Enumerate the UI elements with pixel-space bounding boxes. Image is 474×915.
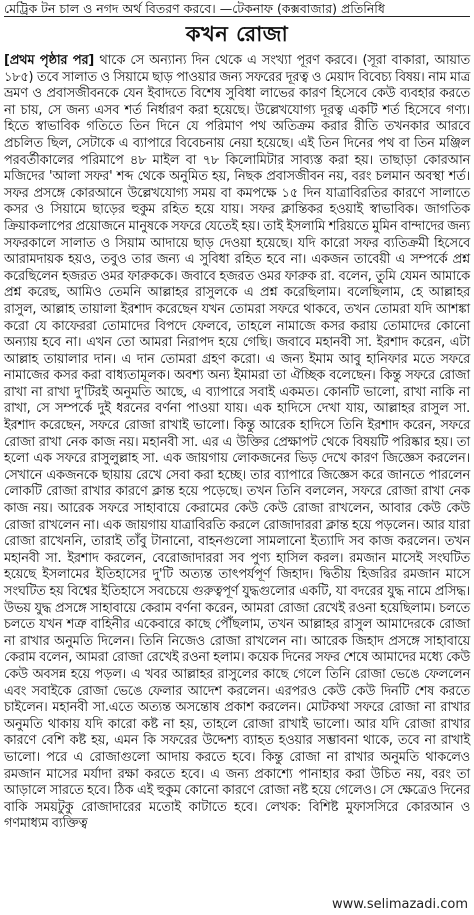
article-headline: কখন রোজা: [185, 22, 289, 46]
article-text: থাকে সে অন্যান্য দিন থেকে এ সংখ্যা পূরণ করবে। (সূরা বাকারা, আয়াত ১৮৫) তবে সালাত ও সিয়ামে ছাড় পাওয়ার জন্য সফরের দূরত্ব ও মেয়াদ বিবেচ্য বিষয়। নাম মাত্র ভ্রমণ ও প্রবাসজীবনকে যেন ইবাদতে বিশেষ সুবিধা লাভের কারণ হিসেবে কেউ ব্যবহার করতে না চায়, সে জন্য এসব শর্ত নির্ধারণ করা হয়েছে। উল্লেখযোগ্য দূরত্ব একটি শর্ত হিসেবে গণ্য। হিতে স্বাভাবিক গতিতে তিন দিনে যে পরিমাণ পথ অতিক্রম করার রীতি তখনকার আরবে প্রচলিত ছিল, সেটাকে এ ব্যাপারে বিবেচনায় নেয়া হয়েছে। এই তিন দিনের পথ বা তিন মঞ্জিল পরবর্তীকালের পরিমাপে ৪৮ মাইল বা ৭৮ কিলোমিটার সাব্যস্ত করা হয়। তাছাড়া কোরআন মজিদের 'আলা সফর' শব্দ থেকে অনুমিত হয়, নিছক প্রবাসজীবন নয়, বরং চলমান অবস্থা শর্ত। সফর প্রসঙ্গে কোরআনে উল্লেখযোগ্য সময় বা কমপক্ষে ১৫ দিন যাত্রাবিরতির কারণে সালাতে কসর ও সিয়ামে ছাড়ের হুকুম রহিত হয়ে যায়। সফর ক্লান্তিকর হওয়াই স্বাভাবিক। জাগতিক ক্রিয়াকলাপের প্রয়োজনে মানুষকে সফরে যেতেই হয়। তাই ইসলামি শরিয়তে মুমিন বান্দাদের জন্য সফরকালে সালাত ও সিয়াম আদায়ে ছাড় দেওয়া হয়েছে। যদি কারো সফর ব্যতিক্রমী হিসেবে আরামদায়ক হয়ও, তবুও তার জন্য এ সুবিধা রহিত হবে না। একজন তাবেয়ী এ সম্পর্কে প্রশ্ন করেছিলেন হজরত ওমর ফারুককে। জবাবে হজরত ওমর ফারুক রা. বলেন, তুমি যেমন আমাকে প্রশ্ন করেছ, আমিও তেমনি আল্লাহর রাসুলকে এ প্রশ্ন করেছিলাম। বলেছিলাম, হে আল্লাহর রাসুল, আল্লাহ তায়ালা ইরশাদ করেছেন যখন তোমরা সফরে থাকবে, তখন তোমরা যদি আশঙ্কা করো যে কাফেররা তোমাদের বিপদে ফেলবে, তাহলে নামাজে কসর করায় তোমাদের কোনো অন্যায় হবে না। এখন তো আমরা নিরাপদ হয়ে গেছি। জবাবে মহানবী সা. ইরশাদ করেন, এটা আল্লাহ তায়ালার দান। এ দান তোমরা গ্রহণ করো। এ জন্য ইমাম আবু হানিফার মতে সফরে নামাজের কসর করা বাধ্যতামূলক। অবশ্য অন্য ইমামরা তা ঐচ্ছিক বলেছেন। কিন্তু সফরে রোজা রাখা না রাখা দু'টিরই অনুমতি আছে, এ ব্যাপারে সবাই একমত। কোনটি ভালো, রাখা নাকি না রাখা, সে সম্পর্কে দুই ধরনের বর্ণনা পাওয়া যায়। এক হাদিসে দেখা যায়, আল্লাহর রাসুল সা. ইরশাদ করেছেন, সফরে রোজা রাখাই ভালো। কিন্তু আরেক হাদিসে তিনি ইরশাদ করেন, সফরে রোজা রাখা নেক কাজ নয়। মহানবী সা. এর এ উক্তির প্রেক্ষাপট থেকে বিষয়টি পরিষ্কার হয়। তা হলো এক সফরে রাসুলুল্লাহ সা. এক জায়গায় লোকজনের ভিড় দেখে কারণ জিজ্ঞেস করলেন। সেখানে একজনকে ছায়ায় রেখে সেবা করা হচ্ছে। তার ব্যাপারে জিজ্ঞেস করে জানতে পারলেন লোকটি রোজা রাখার কারণে ক্লান্ত হয়ে পড়েছে। তখন তিনি বললেন, সফরে রোজা রাখা নেক কাজ নয়। আরেক সফরে সাহাবায়ে কেরামের কেউ কেউ রোজা রাখলেন, আবার কেউ কেউ রোজা রাখলেন না। এক জায়গায় যাত্রাবিরতি করলে রোজাদাররা ক্লান্ত হয়ে পড়লেন। আর যারা রোজা রাখেননি, তারাই তাঁবু টানানো, বাহনগুলো সামলানো ইত্যাদি সব কাজ করলেন। তখন মহানবী সা. ইরশাদ করলেন, বেরোজাদাররা সব পুণ্য হাসিল করল। রমজান মাসেই সংঘটিত হয়েছে ইসলামের ইতিহাসের দু'টি অত্যন্ত তাৎপর্যপূর্ণ জিহাদ। দ্বিতীয় হিজরির রমজান মাসে সংঘটিত হয় বিশ্বের ইতিহাসে সবচেয়ে গুরুত্বপূর্ণ যুদ্ধগুলোর একটি, যা বদরের যুদ্ধ নামে প্রসিদ্ধ। উভয় যুদ্ধ প্রসঙ্গে সাহাবায়ে কেরাম বর্ণনা করেন, আমরা রোজা রেখেই রওনা হয়েছিলাম। চলতে চলতে যখন শত্রু বাহিনীর একেবারে কাছে পৌঁছলাম, তখন আল্লাহর রাসুল আমাদেরকে রোজা না রাখার অনুমতি দিলেন। তিনি নিজেও রোজা রাখলেন না। আরেক জিহাদ প্রসঙ্গে সাহাবায়ে কেরাম বলেন, আমরা রোজা রেখেই রওনা হলাম। কয়েক দিনের সফর শেষে আমাদের মধ্যে কেউ কেউ অবসন্ন হয়ে পড়ল। এ খবর আল্লাহর রাসুলের কাছে গেলে তিনি রোজা ভেঙে ফেললেন এবং সবাইকে রোজা ভেঙে ফেলার আদেশ করলেন। এরপরও কেউ কেউ দিনটি শেষ করতে চাইলেন। মহানবী সা.এতে অত্যন্ত অসন্তোষ প্রকাশ করলেন। মোটকথা সফরে রোজা না রাখার অনুমতি থাকায় যদি কারো কষ্ট না হয়, তাহলে রোজা রাখাই ভালো। আর যদি রোজা রাখার কারণে বেশি কষ্ট হয়, এমন কি সফরের উদ্দেশ্য ব্যাহত হওয়ার সম্ভাবনা থাকে, তবে না রাখাই ভালো। পরে এ রোজাগুলো আদায় করতে হবে। কিন্তু রোজা না রাখার অনুমতি থাকলেও রমজান মাসের মর্যাদা রক্ষা করতে হবে। এ জন্য প্রকাশ্যে পানাহার করা উচিত নয়, বরং তা আড়ালে সারতে হবে। ঠিক এই হুকুম কোনো কারণে রোজা নষ্ট হয়ে গেলেও। সে ক্ষেত্রেও দিনের বাকি সময়টুকু রোজাদারের মতোই কাটাতে হবে। লেখক: বিশিষ্ট মুফাসসিরে কোরআন ও গণমাধ্যম ব্যক্তিত্ব: [4, 53, 471, 832]
article-body: [4, 53, 470, 833]
previous-article-tail: মেট্রিক টন চাল ও নগদ অর্থ বিতরণ করবে। —টেকনাফ (কক্সবাজার) প্রতিনিধি: [4, 0, 470, 17]
website-url: www.selimazadi.com: [331, 897, 468, 912]
continuation-marker: [প্রথম পৃষ্ঠার পর]: [4, 53, 95, 68]
